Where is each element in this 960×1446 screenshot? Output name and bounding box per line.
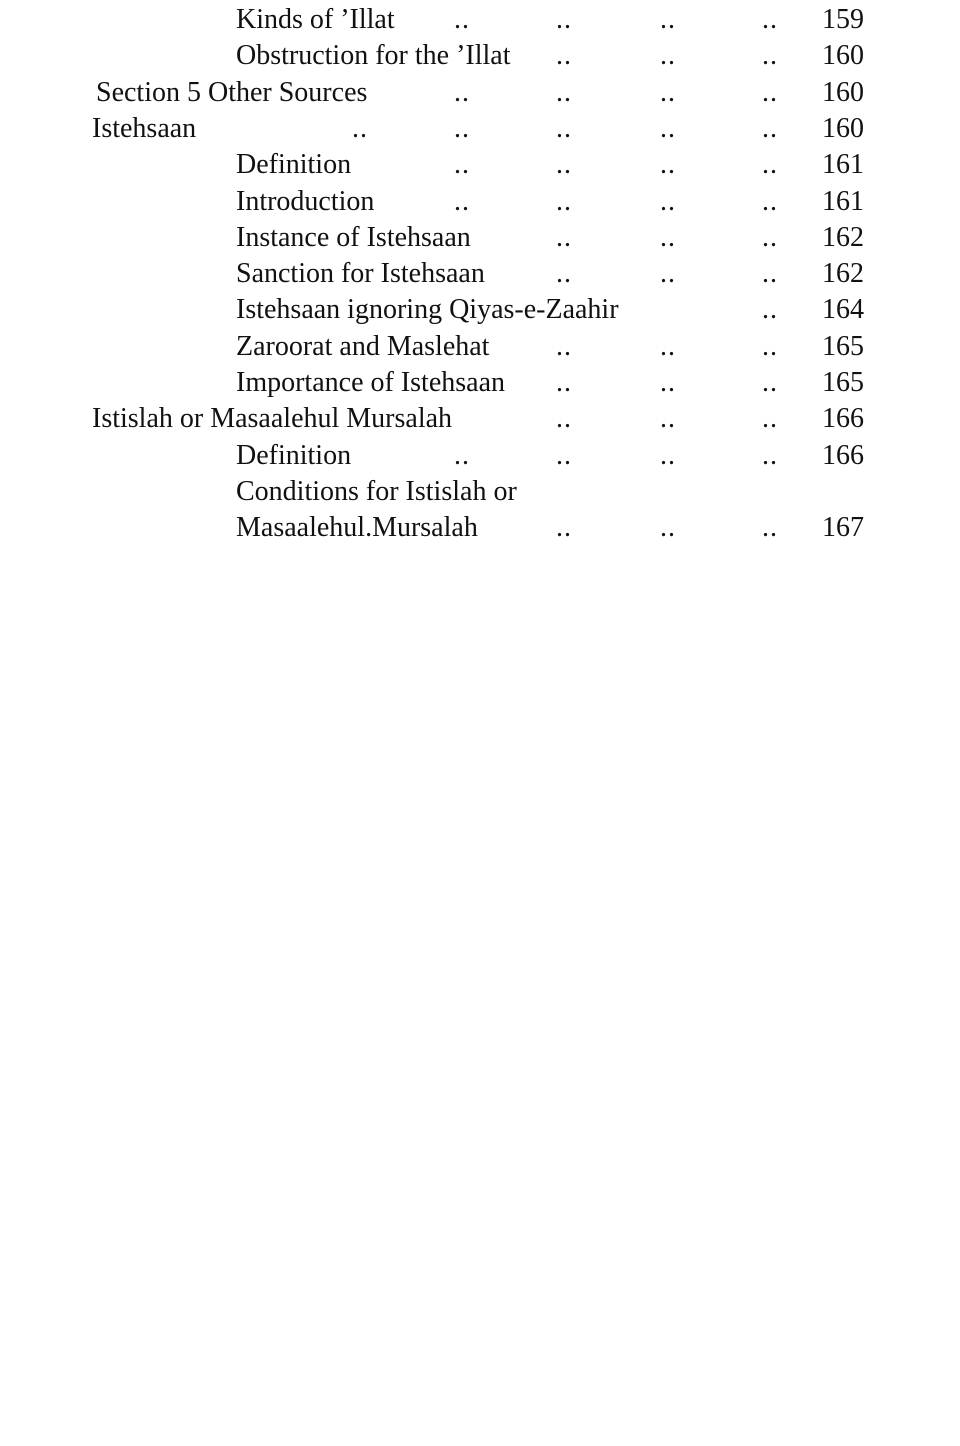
toc-entry-page-number: 166 — [822, 403, 864, 435]
toc-entry-page-number: 162 — [822, 221, 864, 253]
toc-entry-page-number: 166 — [822, 439, 864, 471]
toc-entry[interactable] — [0, 111, 960, 147]
leader-dots: .. — [556, 4, 572, 35]
leader-dots: .. — [660, 40, 676, 72]
leader-dots: .. — [762, 294, 778, 326]
toc-entry-title: Obstruction for the ’Illat — [236, 40, 511, 72]
leader-dots: .. — [454, 4, 470, 35]
toc-entry-title: Introduction — [236, 185, 375, 217]
toc-entry-page-number: 167 — [822, 512, 864, 544]
leader-dots: .. — [660, 76, 676, 108]
toc-entry-page-number: 160 — [822, 112, 864, 144]
leader-dots: .. — [454, 76, 470, 108]
leader-dots: .. — [556, 512, 572, 544]
leader-dots: .. — [762, 112, 778, 144]
toc-entry[interactable] — [0, 438, 960, 474]
toc-entry-title: Instance of Istehsaan — [236, 221, 471, 253]
toc-entry-title: Definition — [236, 439, 352, 471]
leader-dots: .. — [762, 512, 778, 544]
leader-dots: .. — [660, 221, 676, 253]
leader-dots: .. — [454, 439, 470, 471]
toc-entry-title: Istehsaan — [92, 112, 197, 144]
leader-dots: .. — [762, 40, 778, 72]
leader-dots: .. — [556, 330, 572, 362]
leader-dots: .. — [762, 221, 778, 253]
toc-entry-title: Importance of Istehsaan — [236, 367, 505, 398]
leader-dots: .. — [454, 112, 470, 144]
leader-dots: .. — [762, 367, 778, 398]
leader-dots: .. — [556, 403, 572, 435]
leader-dots: .. — [556, 185, 572, 217]
toc-entry[interactable] — [0, 75, 960, 111]
leader-dots: .. — [762, 76, 778, 108]
leader-dots: .. — [556, 112, 572, 144]
toc-entry[interactable] — [0, 38, 960, 74]
toc-entry[interactable] — [0, 292, 960, 328]
toc-entry[interactable] — [0, 329, 960, 365]
leader-dots: .. — [454, 185, 470, 217]
leader-dots: .. — [556, 76, 572, 108]
leader-dots: .. — [660, 439, 676, 471]
toc-entry-page-number: 164 — [822, 294, 864, 326]
toc-entry-page-number: 165 — [822, 367, 864, 398]
leader-dots: .. — [660, 4, 676, 35]
leader-dots: .. — [660, 258, 676, 290]
toc-entry[interactable] — [0, 2, 960, 38]
leader-dots: .. — [660, 330, 676, 362]
leader-dots: .. — [660, 403, 676, 435]
leader-dots: .. — [660, 367, 676, 398]
toc-entry-page-number: 165 — [822, 330, 864, 362]
toc-entry-title: Istislah or Masaalehul Mursalah — [92, 403, 453, 435]
toc-entry[interactable] — [0, 510, 960, 546]
leader-dots: .. — [556, 367, 572, 398]
leader-dots: .. — [352, 112, 368, 144]
leader-dots: .. — [454, 149, 470, 181]
leader-dots: .. — [556, 258, 572, 290]
toc-entry-page-number: 161 — [822, 149, 864, 181]
toc-entry[interactable] — [0, 256, 960, 292]
toc-entry-title: Conditions for Istislah or — [236, 475, 517, 507]
leader-dots: .. — [660, 185, 676, 217]
toc-entry-page-number: 162 — [822, 258, 864, 290]
toc-entry-page-number: 160 — [822, 76, 864, 108]
toc-entry[interactable] — [0, 220, 960, 256]
leader-dots: .. — [762, 185, 778, 217]
toc-entry[interactable] — [0, 474, 960, 510]
leader-dots: .. — [762, 4, 778, 35]
toc-entry-title: Kinds of ’Illat — [236, 4, 395, 35]
toc-entry[interactable] — [0, 184, 960, 220]
toc-entry-page-number: 159 — [822, 4, 864, 35]
toc-entry[interactable] — [0, 147, 960, 183]
toc-entry-page-number: 160 — [822, 40, 864, 72]
toc-entry-title: Istehsaan ignoring Qiyas-e-Zaahir — [236, 294, 619, 326]
leader-dots: .. — [762, 258, 778, 290]
toc-entry-title: Sanction for Istehsaan — [236, 258, 485, 290]
toc-entry-title: Section 5 Other Sources — [96, 76, 368, 108]
toc-entry[interactable] — [0, 365, 960, 401]
leader-dots: .. — [660, 512, 676, 544]
leader-dots: .. — [762, 439, 778, 471]
toc-entry[interactable] — [0, 401, 960, 437]
leader-dots: .. — [556, 221, 572, 253]
leader-dots: .. — [762, 403, 778, 435]
toc-entry-title: Definition — [236, 149, 352, 181]
leader-dots: .. — [556, 40, 572, 72]
toc-entry-page-number: 161 — [822, 185, 864, 217]
leader-dots: .. — [556, 149, 572, 181]
leader-dots: .. — [660, 112, 676, 144]
leader-dots: .. — [762, 330, 778, 362]
leader-dots: .. — [556, 439, 572, 471]
toc-entry-title: Masaalehul.Mursalah — [236, 512, 478, 544]
leader-dots: .. — [762, 149, 778, 181]
leader-dots: .. — [660, 149, 676, 181]
toc-entry-title: Zaroorat and Maslehat — [236, 330, 490, 362]
